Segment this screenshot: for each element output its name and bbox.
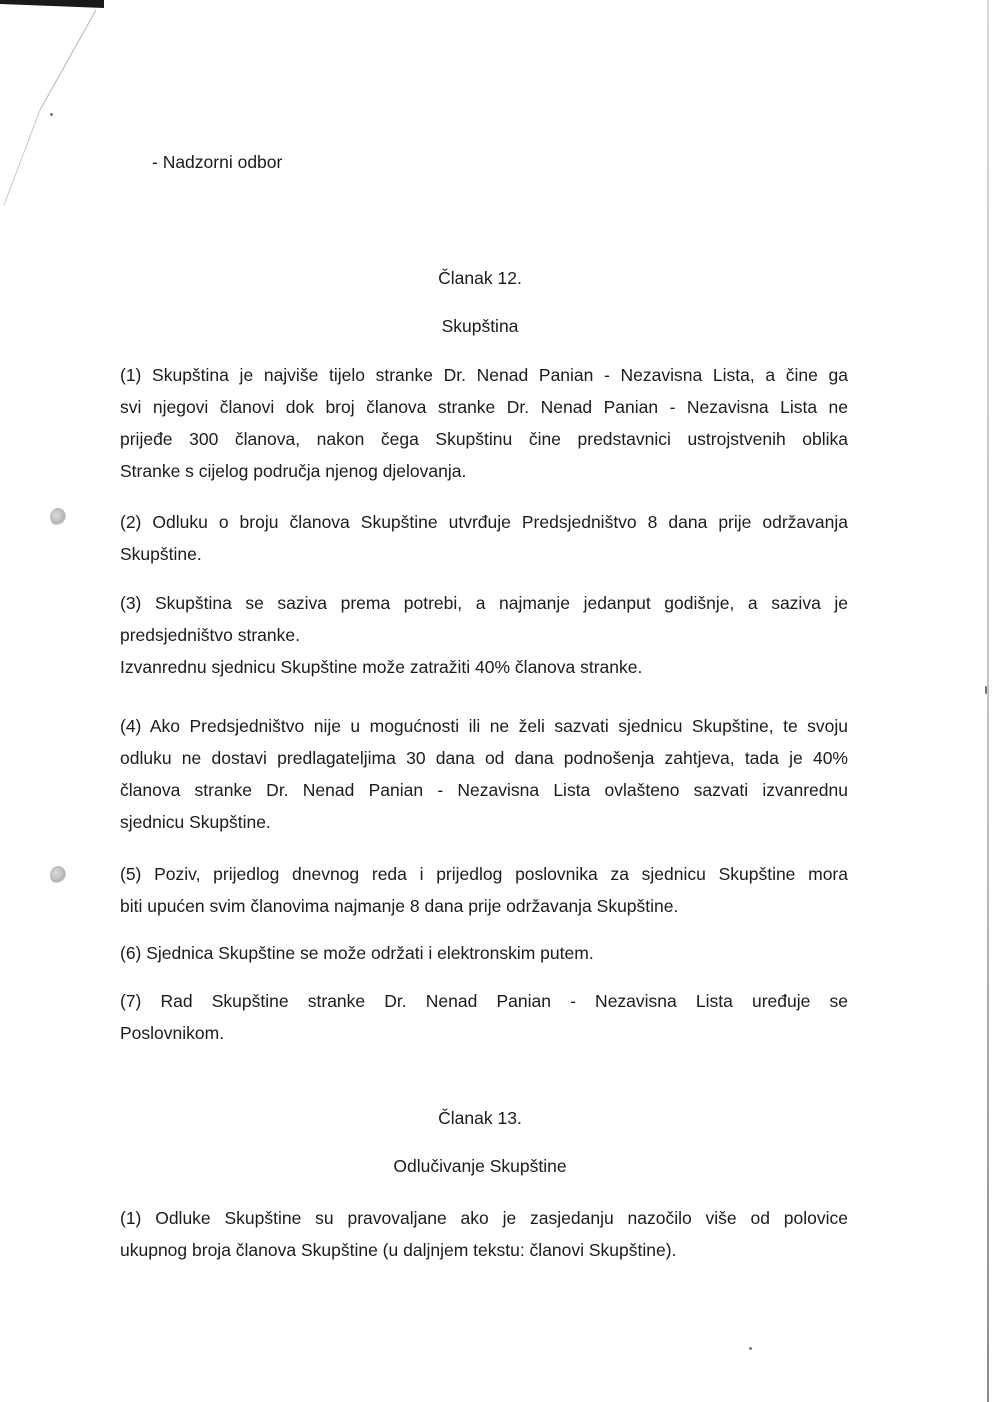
article-12-paragraph-3	[120, 587, 848, 683]
paragraph-line: (5) Poziv, prijedlog dnevnog reda i prijedlog poslovnika za sjednicu Skupštine mora	[120, 864, 848, 884]
paragraph-line: (6) Sjednica Skupštine se može održati i elektronskim putem.	[120, 943, 594, 963]
scan-speck	[749, 1347, 752, 1350]
paragraph-line: Poslovnikom.	[120, 1023, 225, 1043]
article-12-paragraph-6	[120, 937, 848, 969]
article-12-title: Skupština	[441, 316, 519, 336]
paragraph-line: (3) Skupština se saziva prema potrebi, a najmanje jedanput godišnje, a saziva je	[120, 593, 848, 613]
paragraph-line: (2) Odluku o broju članova Skupštine utvrđuje Predsjedništvo 8 dana prije održavanja	[120, 512, 848, 532]
paragraph-line: ukupnog broja članova Skupštine (u daljnjem tekstu: članovi Skupštine).	[120, 1240, 677, 1260]
paragraph-line: (1) Skupština je najviše tijelo stranke Dr. Nenad Panian - Nezavisna Lista, a čine ga	[120, 365, 848, 385]
paragraph-line: svi njegovi članovi dok broj članova stranke Dr. Nenad Panian - Nezavisna Lista ne	[120, 397, 848, 417]
punch-hole-mark	[50, 508, 66, 526]
article-12-paragraph-7	[120, 985, 848, 1049]
scan-right-edge	[987, 0, 989, 1402]
article-13-title: Odlučivanje Skupštine	[393, 1156, 567, 1176]
article-12-number: Članak 12.	[438, 268, 522, 288]
scan-speck	[50, 113, 53, 116]
scan-corner-mark	[0, 0, 110, 220]
paragraph-line: (1) Odluke Skupštine su pravovaljane ako je zasjedanju nazočilo više od polovice	[120, 1208, 848, 1228]
list-item-nadzorni-odbor: - Nadzorni odbor	[152, 152, 283, 172]
article-13-paragraph-1	[120, 1202, 848, 1266]
article-12-paragraph-1	[120, 359, 848, 487]
scan-speck	[985, 686, 987, 694]
paragraph-line: biti upućen svim članovima najmanje 8 dana prije održavanja Skupštine.	[120, 896, 679, 916]
paragraph-line: prijeđe 300 članova, nakon čega Skupštinu čine predstavnici ustrojstvenih oblika	[120, 429, 848, 449]
punch-hole-mark	[50, 866, 66, 884]
paragraph-line: (7) Rad Skupštine stranke Dr. Nenad Panian - Nezavisna Lista uređuje se	[120, 991, 848, 1011]
paragraph-line: Skupštine.	[120, 544, 202, 564]
paragraph-line: Izvanrednu sjednicu Skupštine može zatražiti 40% članova stranke.	[120, 657, 643, 677]
article-12-paragraph-4	[120, 710, 848, 838]
article-13-number: Članak 13.	[438, 1108, 522, 1128]
paragraph-line: (4) Ako Predsjedništvo nije u mogućnosti ili ne želi sazvati sjednicu Skupštine, te svoju	[120, 716, 848, 736]
article-12-paragraph-2	[120, 506, 848, 570]
paragraph-line: članova stranke Dr. Nenad Panian - Nezavisna Lista ovlašteno sazvati izvanrednu	[120, 780, 848, 800]
paragraph-line: predsjedništvo stranke.	[120, 625, 300, 645]
paragraph-line: sjednicu Skupštine.	[120, 812, 271, 832]
article-12-paragraph-5	[120, 858, 848, 922]
paragraph-line: odluku ne dostavi predlagateljima 30 dana od dana podnošenja zahtjeva, tada je 40%	[120, 748, 848, 768]
paragraph-line: Stranke s cijelog područja njenog djelovanja.	[120, 461, 467, 481]
